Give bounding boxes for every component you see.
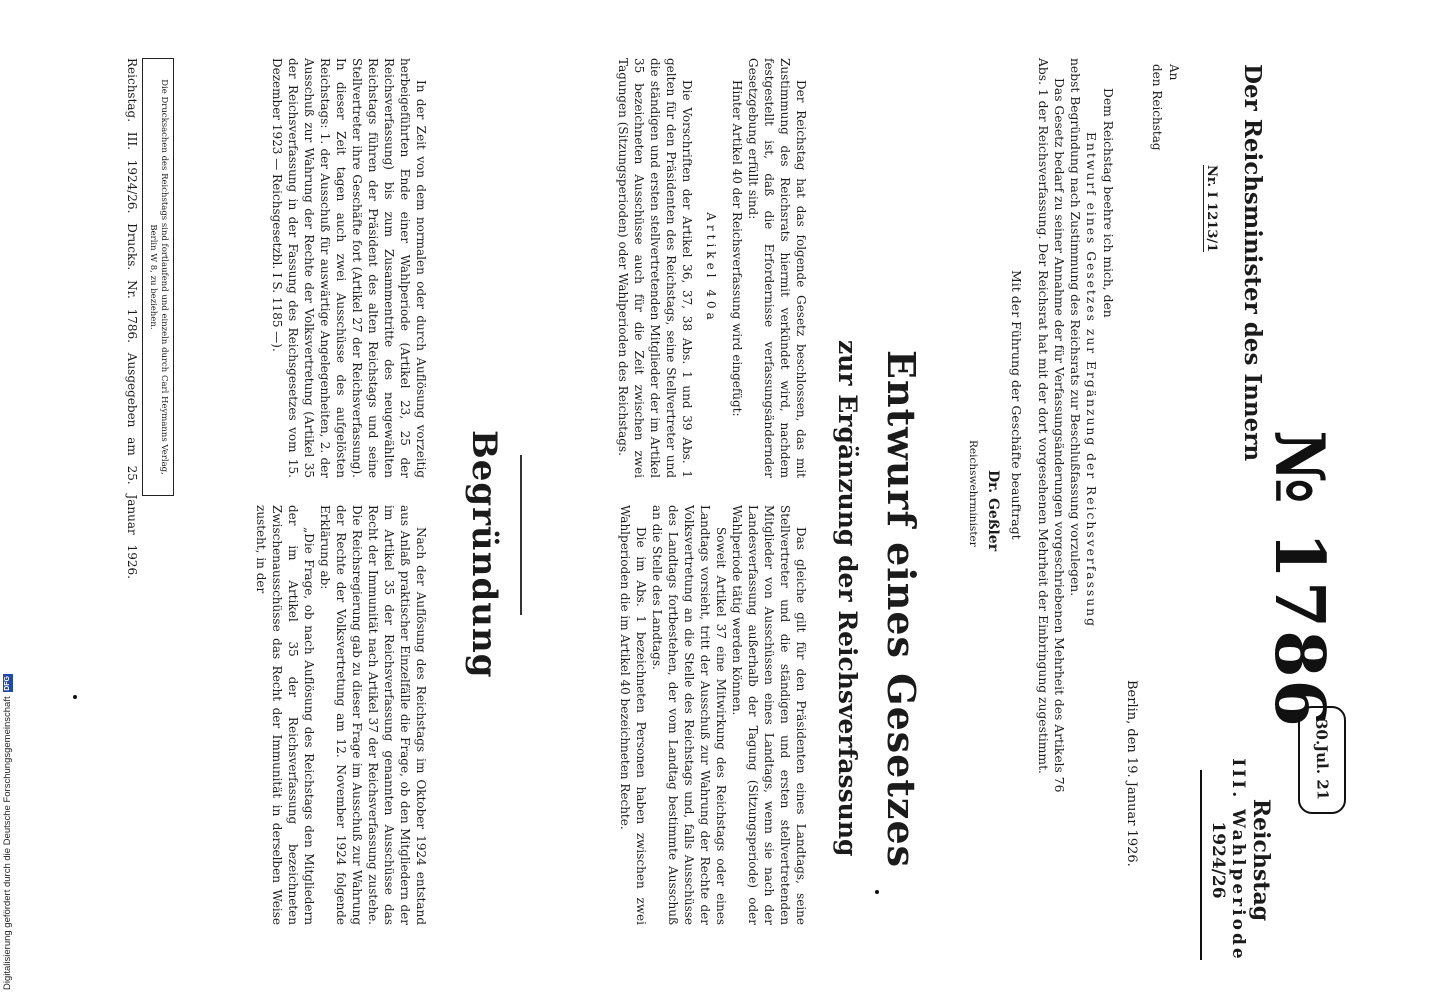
paragraph: Das gleiche gilt für den Präsidenten eines Landtags, seine Stellvertreter und die ständigen und ersten stellvertretenden Mitglieder von Ausschüssen eines Landtags, wenn sie nach der Landesverfassung außerhalb der Tagung (Sitzungsperiode) oder Wahlperiode tätig werden können. [730, 505, 808, 925]
reichstag-period: III. Wahlperiode [1228, 758, 1248, 962]
addressee-prefix: An [1167, 64, 1181, 81]
speck [875, 890, 879, 894]
bill-subtitle: zur Ergänzung der Reichsverfassung [833, 340, 862, 857]
ministry-title: Der Reichsminister des Innern [1239, 64, 1266, 462]
digitization-attribution [2, 674, 13, 990]
begruendung-title: Begründung [464, 430, 504, 679]
intro-line: Abs. 1 der Reichsverfassung. Der Reichsrat hat mit der dort vorgesehenen Mehrheit der Einbringung zugestimmt. [1036, 58, 1050, 774]
place-date: Berlin, den 19. Januar 1926. [1124, 680, 1139, 867]
addressee: den Reichstag [1150, 64, 1164, 151]
paragraph: Die Vorschriften der Artikel 36, 37, 38 Abs. 1 und 39 Abs. 1 gelten für den Präsidenten des Reichstags, seine Stellvertreter und die ständigen und ersten stellvertretenden Mitglieder der im Artikel 35 bezeichneten Ausschüsse auch für die Zeit zwischen zwei Tagungen (Sitzungsperioden) oder Wahlperioden des Reichstags. [616, 58, 694, 478]
publisher-note: Die Drucksachen des Reichstags sind fortlaufend und einzeln durch Carl Heymanns Verlag, Berlin W 8, zu beziehen. [142, 58, 174, 496]
section-divider [520, 455, 522, 615]
reichstag-header [1208, 755, 1274, 965]
print-info: Reichstag. III. 1924/26. Drucks. Nr. 1786. Ausgegeben am 25. Januar 1926. [125, 58, 139, 579]
begruendung-right [254, 505, 429, 925]
bill-title: Entwurf eines Gesetzes [879, 350, 924, 869]
article-heading: Artikel 40a [704, 212, 718, 324]
paragraph: Die im Abs. 1 bezeichneten Personen haben zwischen zwei Wahlperioden die im Artikel 40 bezeichneten Rechte. [618, 505, 648, 925]
reichstag-years: 1924/26 [1208, 821, 1228, 899]
date-stamp [1298, 706, 1346, 814]
speck [73, 695, 77, 699]
date-stamp-text: 30.Jul. 21 [1312, 719, 1332, 801]
intro-line: nebst Begründung nach Zustimmung des Reichsrats zur Beschlußfassung vorzulegen. [1068, 58, 1082, 597]
signer-name: Dr. Geßler [985, 470, 1001, 552]
paragraph: Der Reichstag hat das folgende Gesetz beschlossen, das mit Zustimmung des Reichsrats hiermit verkündet wird, nachdem festgestellt ist, daß die Erfordernisse verfassungsändernder Gesetzgebung erfüllt sind: [746, 58, 808, 478]
dfg-logo: DFG [3, 676, 11, 691]
intro-line: Das Gesetz bedarf zu seiner Annahme der für Verfassungsänderungen vorgeschriebenen Mehrheit des Artikels 76 [1052, 78, 1066, 793]
document-number: № 1786 [1259, 430, 1339, 729]
intro-line: Dem Reichstag beehre ich mich, den [1101, 88, 1115, 318]
bill-text-right [539, 505, 809, 925]
paragraph: Nach der Auflösung des Reichstags im Oktober 1924 entstand aus Anlaß praktischer Einzelfälle die Frage, ob den Mitgliedern der im Artikel 35 der Reichsverfassung genannten Ausschüsse das Recht der Immunität nach Artikel 37 der Reichsverfassung zustehe. Die Reichsregierung gab zu dieser Frage im Ausschuß zur Wahrung der Rechte der Volksvertretung am 12. November 1924 folgende Erklärung ab: [318, 505, 428, 925]
attribution-text: Digitalisierung gefördert durch die Deutsche Forschungsgemeinschaft [2, 696, 13, 990]
intro-line: Entwurf eines Gesetzes zur Ergänzung der Reichsverfassung [1084, 132, 1098, 628]
paragraph: Soweit Artikel 37 eine Mitwirkung des Reichstags oder eines Landtags vorsieht, tritt der Ausschuß zur Wahrung der Rechte der Volksvertretung an die Stelle des Reichstags und, falls Ausschüsse des Landtags fortbestehen, der vom Landtag bestimmte Ausschuß an die Stelle des Landtags. [650, 505, 728, 925]
header-rule [1200, 770, 1202, 960]
begruendung-left [270, 58, 429, 478]
signer-title: Reichswehrminister [967, 440, 979, 547]
paragraph: „Die Frage, ob nach Auflösung des Reichstags den Mitgliedern der im Artikel 35 der Reichsverfassung bezeichneten Zwischenausschüsse das Recht der Immunität in derselben Weise zusteht, in der [254, 505, 316, 925]
bill-text-left [539, 58, 809, 478]
closing-formula: Mit der Führung der Geschäfte beauftragt [1009, 270, 1024, 540]
ministry-reference: Nr. I 1213/1 [1204, 165, 1219, 253]
reichstag-title: Reichstag [1248, 798, 1274, 922]
paragraph: In der Zeit von dem normalen oder durch Auflösung vorzeitig herbeigeführten Ende einer Wahlperiode (Artikel 23, 25 der Reichsverfassung) bis zum Zusammentritte des neugewählten Reichstags führen der Präsident des alten Reichstags und seine Stellvertreter ihre Geschäfte fort (Artikel 27 der Reichsverfassung). In dieser Zeit tagen auch zwei Ausschüsse des aufgelösten Reichstags: 1. der Ausschuß für auswärtige Angelegenheiten, 2. der Ausschuß zur Wahrung der Rechte der Volksvertretung (Artikel 35 der Reichsverfassung in der Fassung des Reichsgesetzes vom 15. Dezember 1923 — Reichsgesetzbl. I S. 1185 —). [270, 58, 428, 478]
paragraph: Hinter Artikel 40 der Reichsverfassung wird eingefügt: [730, 80, 744, 417]
